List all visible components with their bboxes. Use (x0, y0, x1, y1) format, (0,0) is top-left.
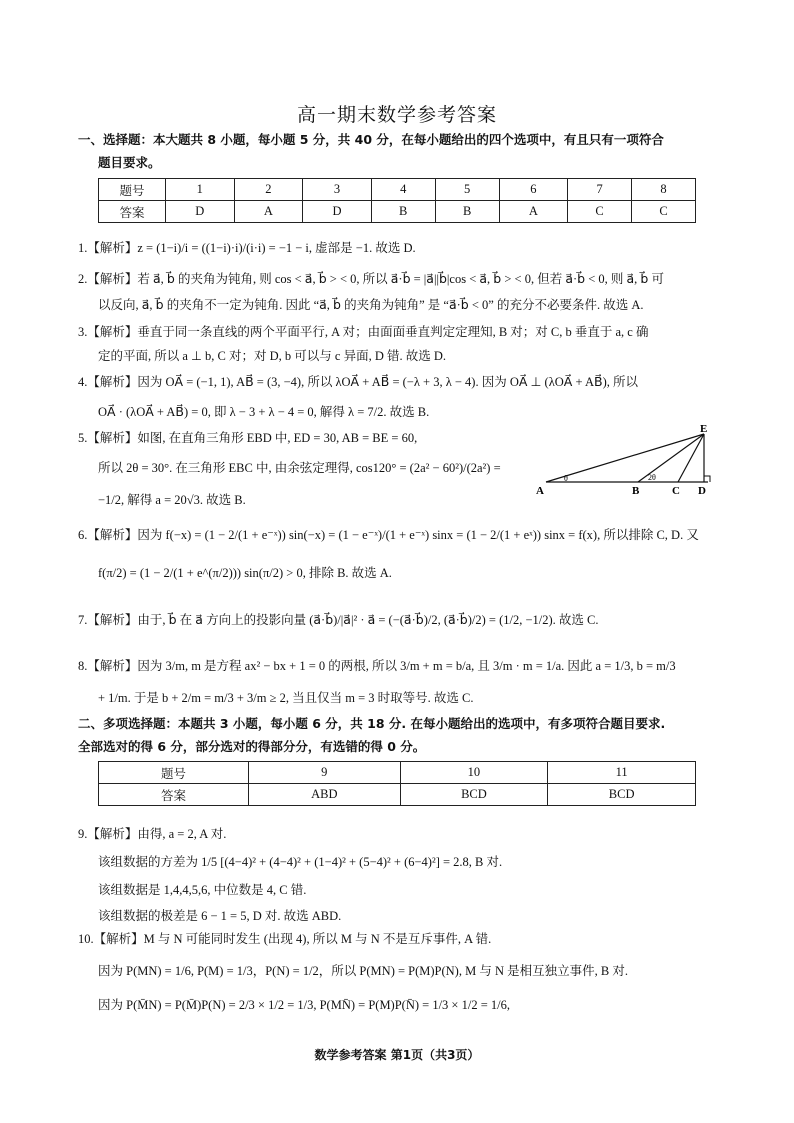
table-cell: 2 (234, 179, 303, 201)
table-cell: 7 (568, 179, 632, 201)
answer-5-line3: −1/2, 解得 a = 20√3. 故选 B. (98, 493, 246, 507)
figure-label-c: C (672, 485, 680, 497)
table-header-cell: 答案 (99, 201, 166, 223)
answer-1: 1.【解析】z = (1−i)/i = ((1−i)·i)/(i·i) = −1 − i, 虚部是 −1. 故选 D. (78, 241, 416, 255)
answer-10 (78, 929, 718, 1015)
answer-2-line1: 2.【解析】若 a⃗, b⃗ 的夹角为钝角, 则 cos < a⃗, b⃗ > < 0, 所以 a⃗·b⃗ = |a⃗||b⃗|cos < a⃗, b⃗ > < 0, 但若 a⃗·b⃗ < 0, 则 a⃗, b⃗ 可 (78, 272, 664, 286)
answer-9-line4: 该组数据的极差是 6 − 1 = 5, D 对. 故选 ABD. (98, 909, 342, 923)
table-cell: 4 (371, 179, 435, 201)
answer-6 (78, 525, 718, 583)
section1-heading-line1: 一、选择题：本大题共 8 小题，每小题 5 分，共 40 分，在每小题给出的四个选项中，有且只有一项符合 (78, 132, 664, 147)
table-row (99, 201, 696, 223)
table-cell: 3 (303, 179, 372, 201)
answer-5-line1: 5.【解析】如图, 在直角三角形 EBD 中, ED = 30, AB = BE = 60, (78, 431, 418, 445)
answer-9-line1: 9.【解析】由得, a = 2, A 对. (78, 827, 227, 841)
table-cell: B (435, 201, 499, 223)
answer-4-line2: OA⃗ · (λOA⃗ + AB⃗) = 0, 即 λ − 3 + λ − 4 = 0, 解得 λ = 7/2. 故选 B. (98, 405, 430, 419)
table-row (99, 762, 696, 784)
right-angle-mark (704, 476, 710, 482)
section2-heading-line2: 全部选对的得 6 分，部分选对的得部分分，有选错的得 0 分。 (78, 739, 426, 754)
answer-10-line3: 因为 P(M̄N) = P(M̄)P(N) = 2/3 × 1/2 = 1/3, P(MN̄) = P(M)P(N̄) = 1/3 × 1/2 = 1/6, (98, 998, 510, 1012)
table-header-cell: 题号 (99, 179, 166, 201)
table-row (99, 784, 696, 806)
answer-3 (78, 322, 718, 366)
answer-10-line2: 因为 P(MN) = 1/6, P(M) = 1/3，P(N) = 1/2，所以 P(MN) = P(M)P(N), M 与 N 是相互独立事件, B 对. (98, 964, 628, 978)
table-cell: 10 (400, 762, 548, 784)
answer-2-line2: 以反向, a⃗, b⃗ 的夹角不一定为钝角. 因此 “a⃗, b⃗ 的夹角为钝角” 是 “a⃗·b⃗ < 0” 的充分不必要条件. 故选 A. (98, 298, 644, 312)
answer-5 (78, 428, 518, 510)
table-cell: A (499, 201, 568, 223)
table-cell: BCD (400, 784, 548, 806)
table-cell: 6 (499, 179, 568, 201)
answer-7: 7.【解析】由于, b⃗ 在 a⃗ 方向上的投影向量 (a⃗·b⃗)/|a⃗|² · a⃗ = (−(a⃗·b⃗)/2, (a⃗·b⃗)/2) = (1/2, −1/2). 故选 C. (78, 613, 599, 627)
table-header-cell: 答案 (99, 784, 249, 806)
table-cell: 1 (166, 179, 235, 201)
table-cell: A (234, 201, 303, 223)
answer-3-line2: 定的平面, 所以 a ⊥ b, C 对；对 D, b 可以与 c 异面, D 错. 故选 D. (98, 349, 447, 363)
table-cell: ABD (249, 784, 401, 806)
figure-label-theta: θ (564, 474, 568, 483)
answer-3-line1: 3.【解析】垂直于同一条直线的两个平面平行, A 对；由面面垂直判定定理知, B 对；对 C, b 垂直于 a, c 确 (78, 325, 649, 339)
figure-label-d: D (698, 485, 706, 497)
table-cell: C (568, 201, 632, 223)
table-cell: 9 (249, 762, 401, 784)
table-cell: 5 (435, 179, 499, 201)
figure-label-2theta: 2θ (648, 473, 656, 482)
table-cell: D (303, 201, 372, 223)
answer-8 (78, 656, 718, 708)
answer-6-line2: f(π/2) = (1 − 2/(1 + e^(π/2))) sin(π/2) > 0, 排除 B. 故选 A. (98, 566, 392, 580)
table-cell: BCD (548, 784, 696, 806)
answer-9-line3: 该组数据是 1,4,4,5,6, 中位数是 4, C 错. (98, 883, 307, 897)
answer-4 (78, 372, 718, 422)
answer-9 (78, 824, 718, 926)
section1-heading (78, 128, 718, 174)
section2-heading (78, 712, 718, 758)
answer-8-line2: + 1/m. 于是 b + 2/m = m/3 + 3/m ≥ 2, 当且仅当 m = 3 时取等号. 故选 C. (98, 691, 474, 705)
section2-heading-line1: 二、多项选择题：本题共 3 小题，每小题 6 分，共 18 分. 在每小题给出的选项中，有多项符合题目要求. (78, 716, 666, 731)
triangle-figure (532, 420, 732, 500)
answer-table-1 (98, 178, 696, 223)
figure-line-ae (546, 434, 704, 482)
figure-label-a: A (536, 485, 544, 497)
page-title: 高一期末数学参考答案 (296, 104, 497, 126)
table-header-cell: 题号 (99, 762, 249, 784)
table-cell: B (371, 201, 435, 223)
answer-9-line2: 该组数据的方差为 1/5 [(4−4)² + (4−4)² + (1−4)² + (5−4)² + (6−4)²] = 2.8, B 对. (98, 855, 503, 869)
table-cell: 8 (632, 179, 696, 201)
section1-heading-line2: 题目要求。 (98, 155, 161, 170)
table-cell: 11 (548, 762, 696, 784)
figure-label-e: E (700, 423, 708, 435)
answer-table-2 (98, 761, 696, 806)
answer-4-line1: 4.【解析】因为 OA⃗ = (−1, 1), AB⃗ = (3, −4), 所以 λOA⃗ + AB⃗ = (−λ + 3, λ − 4). 因为 OA⃗ ⊥ (λOA⃗ + AB⃗), 所以 (78, 375, 638, 389)
table-cell: D (166, 201, 235, 223)
answer-2 (78, 269, 718, 315)
answer-6-line1: 6.【解析】因为 f(−x) = (1 − 2/(1 + e⁻ˣ)) sin(−x) = (1 − e⁻ˣ)/(1 + e⁻ˣ) sinx = (1 − 2/(1 + eˣ)) sinx = f(x), 所以排除 C, D. 又 (78, 528, 699, 542)
table-row (99, 179, 696, 201)
table-cell: C (632, 201, 696, 223)
figure-label-b: B (632, 485, 640, 497)
answer-10-line1: 10.【解析】M 与 N 可能同时发生 (出现 4), 所以 M 与 N 不是互斥事件, A 错. (78, 932, 492, 946)
answer-8-line1: 8.【解析】因为 3/m, m 是方程 ax² − bx + 1 = 0 的两根, 所以 3/m + m = b/a, 且 3/m · m = 1/a. 因此 a = 1/3, b = m/3 (78, 659, 676, 673)
answer-5-line2: 所以 2θ = 30°. 在三角形 EBC 中, 由余弦定理得, cos120° = (2a² − 60²)/(2a²) = (98, 461, 501, 475)
page-footer: 数学参考答案 第1页（共3页） (314, 1048, 480, 1062)
